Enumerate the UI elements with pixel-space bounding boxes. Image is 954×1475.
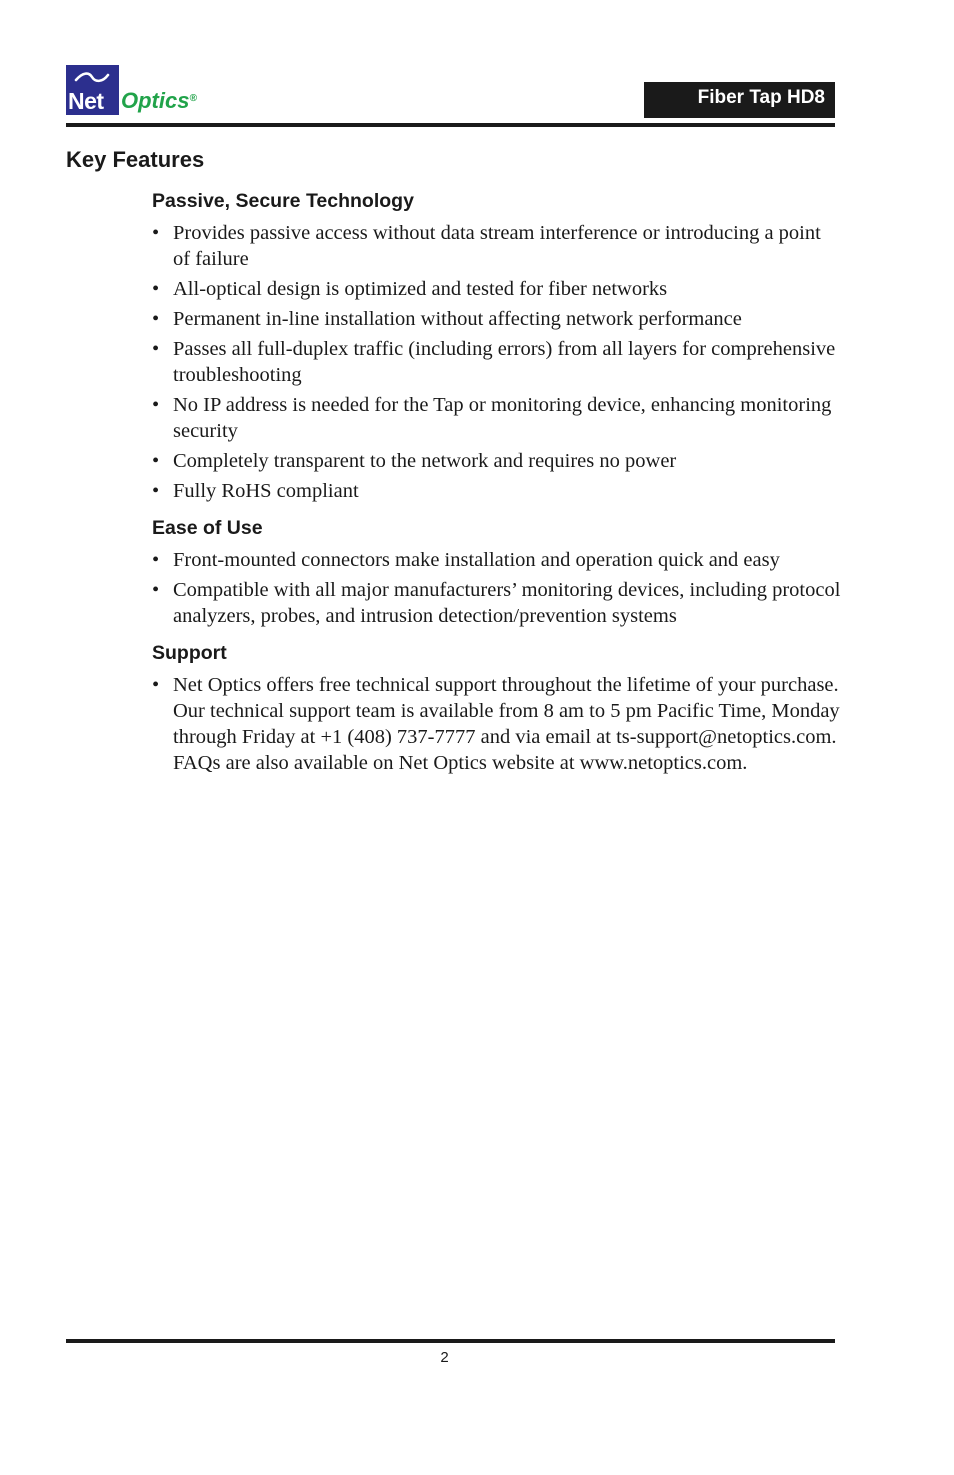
section-support <box>152 640 842 776</box>
bullet-icon: • <box>152 338 160 360</box>
bullet-icon: • <box>152 674 160 696</box>
page-number: 2 <box>440 1349 449 1366</box>
page-title: Key Features <box>66 147 205 172</box>
section-heading: Ease of Use <box>152 517 263 539</box>
bullet-icon: • <box>152 278 160 300</box>
bullet-icon: • <box>152 480 160 502</box>
product-name-badge: Fiber Tap HD8 <box>644 82 835 118</box>
bullet-list <box>152 672 842 776</box>
list-item: • Completely transparent to the network and requires no power <box>152 450 677 472</box>
section-passive-secure-technology <box>152 188 842 504</box>
bullet-icon: • <box>152 222 160 244</box>
list-item: • Provides passive access without data stream interference or introducing a point of failure <box>152 222 821 270</box>
bullet-icon: • <box>152 450 160 472</box>
section-ease-of-use <box>152 515 842 629</box>
bullet-icon: • <box>152 308 160 330</box>
bullet-icon: • <box>152 579 160 601</box>
list-item: • Passes all full-duplex traffic (including errors) from all layers for comprehensive troubleshooting <box>152 338 836 386</box>
registered-mark: ® <box>189 93 197 104</box>
list-item: • Compatible with all major manufacturers’ monitoring devices, including protocol analyzers, probes, and intrusion detection/prevention systems <box>152 579 841 627</box>
header-divider <box>66 123 835 127</box>
list-item: • All-optical design is optimized and tested for fiber networks <box>152 278 668 300</box>
bullet-list <box>152 547 842 629</box>
section-heading: Passive, Secure Technology <box>152 190 414 212</box>
net-optics-logo <box>66 65 226 115</box>
list-item: • Fully RoHS compliant <box>152 480 359 502</box>
wave-icon <box>74 71 110 85</box>
section-heading: Support <box>152 642 227 664</box>
bullet-icon: • <box>152 549 160 571</box>
list-item: • No IP address is needed for the Tap or monitoring device, enhancing monitoring security <box>152 394 832 442</box>
bullet-list <box>152 220 842 504</box>
list-item: • Permanent in-line installation without affecting network performance <box>152 308 742 330</box>
logo-optics-text: Optics® <box>121 88 197 113</box>
footer-divider <box>66 1339 835 1343</box>
list-item: • Net Optics offers free technical support throughout the lifetime of your purchase. Our technical support team is available from 8 am to 5 pm Pacific Time, Monday through Friday at +1 (408) 737-7777 and via email at ts-support@netoptics.com. FAQs are also available on Net Optics website at www.netoptics.com. <box>152 674 840 774</box>
key-features-content <box>152 188 842 780</box>
logo-net-text: Net <box>68 88 104 114</box>
logo-mark <box>66 65 119 115</box>
list-item: • Front-mounted connectors make installation and operation quick and easy <box>152 549 780 571</box>
bullet-icon: • <box>152 394 160 416</box>
